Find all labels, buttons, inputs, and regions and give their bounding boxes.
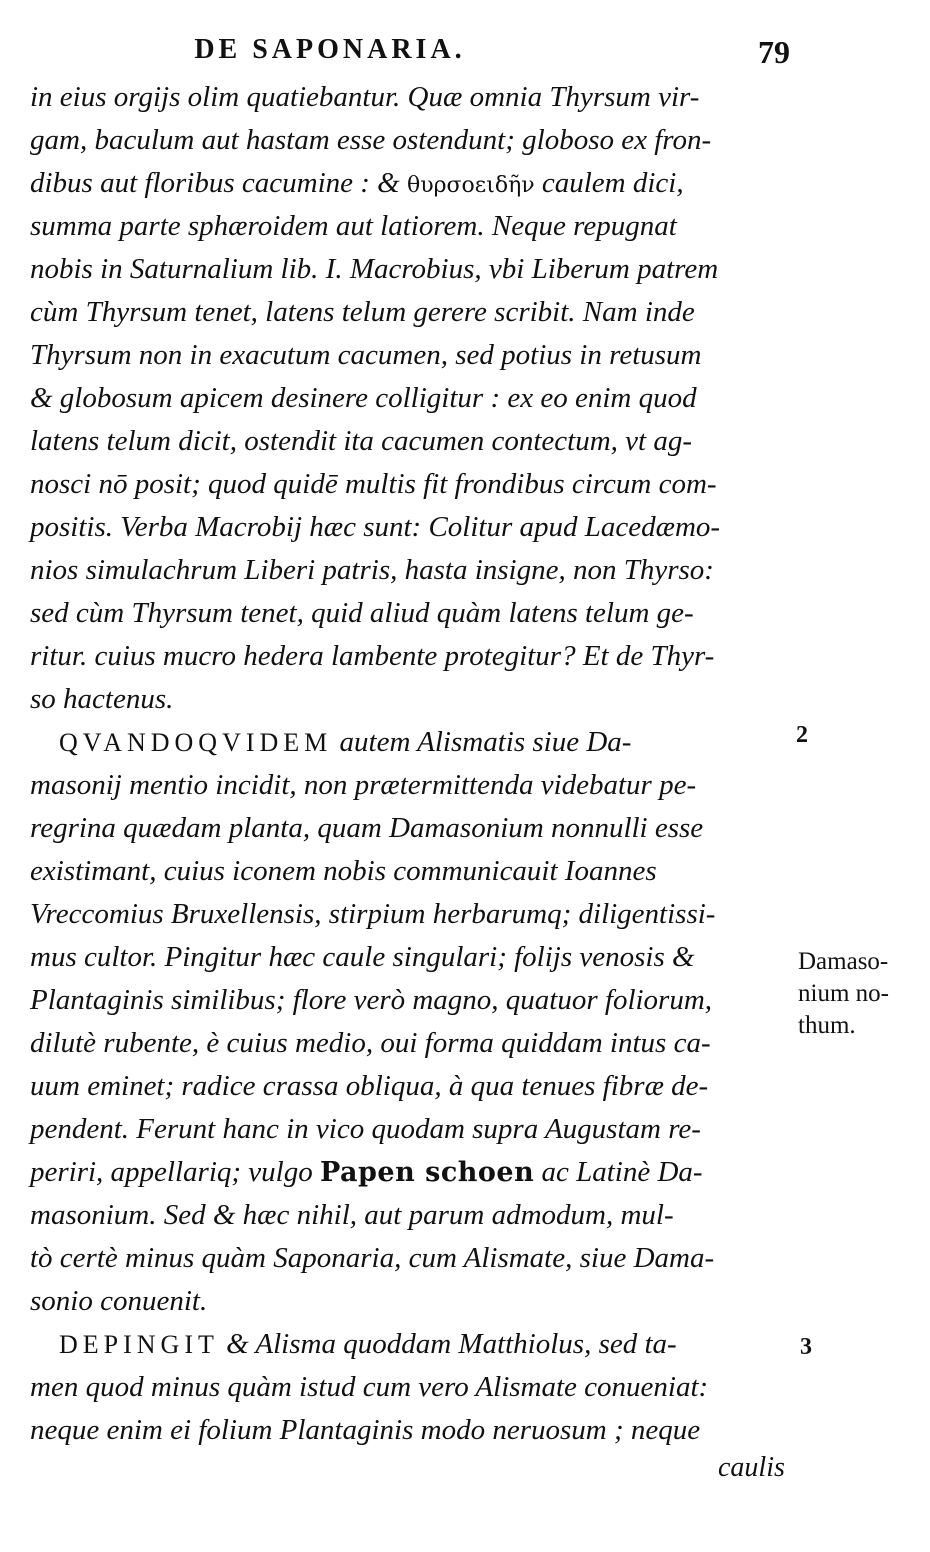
catchword: caulis — [718, 1452, 785, 1483]
text-line: neque enim ei folium Plantaginis modo neruosum ; neque — [30, 1414, 701, 1446]
text-line: Plantaginis similibus; flore verò magno, quatuor foliorum, — [30, 984, 713, 1016]
initial-caps: QVANDOQVIDEM — [59, 728, 333, 757]
text-segment: dibus aut floribus cacumine : — [30, 167, 370, 199]
text-segment: & — [377, 167, 400, 199]
margin-note-line: nium no- — [798, 980, 889, 1007]
text-line: men quod minus quàm istud cum vero Alismate conueniat: — [30, 1371, 709, 1403]
text-line: masonium. Sed & hæc nihil, aut parum admodum, mul- — [30, 1199, 674, 1231]
margin-note-line: thum. — [798, 1012, 856, 1039]
text-line: positis. Verba Macrobij hæc sunt: Colitur apud Lacedæmo- — [30, 511, 721, 543]
text-segment: ac Latinè Da- — [541, 1156, 703, 1188]
text-line: cùm Thyrsum tenet, latens telum gerere scribit. Nam inde — [30, 296, 695, 328]
text-line: gam, baculum aut hastam esse ostendunt; globoso ex fron- — [30, 124, 712, 156]
text-line — [30, 721, 780, 764]
greek-word: θυρσοειδῆν — [406, 173, 535, 198]
text-line: uum eminet; radice crassa obliqua, à qua tenues fibræ de- — [30, 1070, 709, 1102]
text-line — [30, 1151, 780, 1194]
text-line: sonio conuenit. — [30, 1285, 208, 1317]
text-segment: autem Alismatis siue Da- — [339, 726, 632, 758]
text-line — [30, 1323, 780, 1366]
margin-note — [798, 946, 926, 1042]
text-line: Vreccomius Bruxellensis, stirpium herbarumq; diligentissi- — [30, 898, 716, 930]
text-line: existimant, cuius iconem nobis communicauit Ioannes — [30, 855, 657, 887]
page-number: 79 — [758, 34, 790, 70]
text-line: in eius orgijs olim quatiebantur. Quæ omnia Thyrsum vir- — [30, 81, 700, 113]
text-line: sed cùm Thyrsum tenet, quid aliud quàm latens telum ge- — [30, 597, 694, 629]
text-line: nobis in Saturnalium lib. I. Macrobius, vbi Liberum patrem — [30, 253, 719, 285]
text-line: nios simulachrum Liberi patris, hasta insigne, non Thyrso: — [30, 554, 714, 586]
margin-number: 2 — [796, 722, 808, 748]
text-line: mus cultor. Pingitur hæc caule singulari; folijs venosis & — [30, 941, 695, 973]
text-line: pendent. Ferunt hanc in vico quodam supra Augustam re- — [30, 1113, 701, 1145]
text-line: latens telum dicit, ostendit ita cacumen contectum, vt ag- — [30, 425, 693, 457]
text-segment: caulem dici, — [541, 167, 684, 199]
text-line: summa parte sphæroidem aut latiorem. Neque repugnat — [30, 210, 677, 242]
margin-number: 3 — [800, 1334, 812, 1360]
text-line — [30, 162, 780, 205]
running-title: DE SAPONARIA. — [194, 34, 466, 65]
body-text — [30, 76, 780, 1452]
text-segment: & Alisma quoddam Matthiolus, sed ta- — [226, 1328, 677, 1360]
initial-caps: DEPINGIT — [59, 1330, 219, 1359]
text-line: so hactenus. — [30, 683, 174, 715]
text-line: nosci nō posit; quod quidē multis fit frondibus circum com- — [30, 468, 717, 500]
text-line: masonij mentio incidit, non prætermittenda videbatur pe- — [30, 769, 697, 801]
text-line: ritur. cuius mucro hedera lambente protegitur? Et de Thyr- — [30, 640, 715, 672]
vernacular-name: Papen schoen — [319, 1157, 535, 1188]
text-segment: periri, appellariq; vulgo — [30, 1156, 313, 1188]
running-head — [30, 34, 790, 74]
text-line: regrina quædam planta, quam Damasonium nonnulli esse — [30, 812, 704, 844]
text-line: Thyrsum non in exacutum cacumen, sed potius in retusum — [30, 339, 702, 371]
margin-note-line: Damaso- — [798, 948, 889, 975]
text-line: & globosum apicem desinere colligitur : ex eo enim quod — [30, 382, 697, 414]
text-line: tò certè minus quàm Saponaria, cum Alismate, siue Dama- — [30, 1242, 715, 1274]
text-line: dilutè rubente, è cuius medio, oui forma quiddam intus ca- — [30, 1027, 711, 1059]
